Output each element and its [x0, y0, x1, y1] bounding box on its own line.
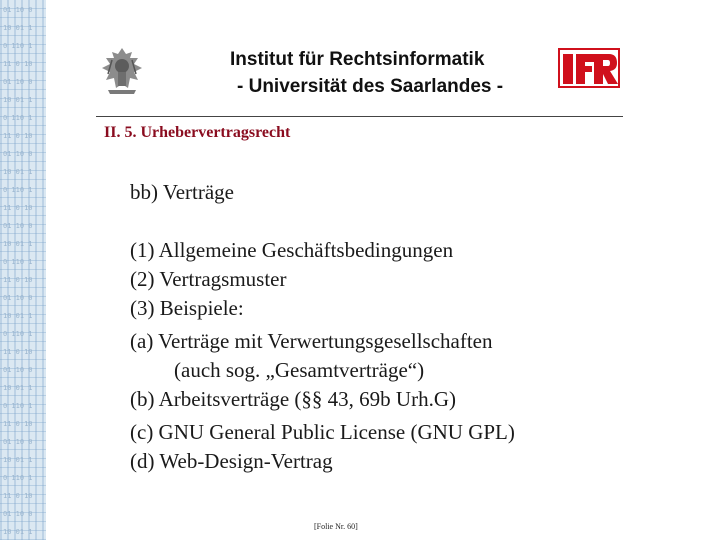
svg-text:01 10 0: 01 10 0	[3, 294, 33, 302]
svg-text:01 10 0: 01 10 0	[3, 366, 33, 374]
svg-text:10 01 1: 10 01 1	[3, 528, 33, 536]
svg-text:0 110 1: 0 110 1	[3, 186, 33, 194]
list-item: (1) Allgemeine Geschäftsbedingungen	[130, 238, 454, 262]
list-item-continuation: (auch sog. „Gesamtverträge“)	[174, 358, 425, 382]
svg-text:10 01 1: 10 01 1	[3, 96, 33, 104]
ifr-logo-icon	[557, 46, 621, 90]
subheading: bb) Verträge	[130, 180, 234, 204]
svg-text:01 10 0: 01 10 0	[3, 78, 33, 86]
institute-header	[230, 46, 520, 100]
list-item: (2) Vertragsmuster	[130, 267, 287, 291]
list-item: (c) GNU General Public License (GNU GPL)	[130, 420, 515, 444]
svg-text:01 10 0: 01 10 0	[3, 222, 33, 230]
svg-text:10 01 1: 10 01 1	[3, 456, 33, 464]
svg-text:01 10 0: 01 10 0	[3, 150, 33, 158]
svg-text:10 01 1: 10 01 1	[3, 384, 33, 392]
svg-text:0 110 1: 0 110 1	[3, 330, 33, 338]
university-name: - Universität des Saarlandes -	[237, 76, 504, 97]
section-title: II. 5. Urhebervertragsrecht	[104, 124, 291, 141]
list-item: (3) Beispiele:	[130, 296, 244, 320]
svg-text:0 110 1: 0 110 1	[3, 42, 33, 50]
svg-text:11 0 10: 11 0 10	[3, 492, 33, 500]
list-item: (d) Web-Design-Vertrag	[130, 449, 333, 473]
svg-text:0 110 1: 0 110 1	[3, 114, 33, 122]
svg-text:11 0 10: 11 0 10	[3, 420, 33, 428]
svg-text:01 10 0: 01 10 0	[3, 438, 33, 446]
content-list	[130, 236, 515, 476]
svg-text:10 01 1: 10 01 1	[3, 24, 33, 32]
svg-text:0 110 1: 0 110 1	[3, 474, 33, 482]
header-divider	[96, 116, 623, 117]
university-seal-icon	[98, 44, 146, 96]
svg-text:01 10 0: 01 10 0	[3, 6, 33, 14]
svg-text:10 01 1: 10 01 1	[3, 240, 33, 248]
list-item: (a) Verträge mit Verwertungsgesellschaften	[130, 329, 493, 353]
binary-pattern-icon	[0, 0, 46, 540]
svg-text:11 0 10: 11 0 10	[3, 204, 33, 212]
svg-text:0 110 1: 0 110 1	[3, 402, 33, 410]
svg-text:10 01 1: 10 01 1	[3, 312, 33, 320]
list-item: (b) Arbeitsverträge (§§ 43, 69b Urh.G)	[130, 387, 456, 411]
svg-text:11 0 10: 11 0 10	[3, 348, 33, 356]
svg-text:01 10 0: 01 10 0	[3, 510, 33, 518]
slide-number: [Folie Nr. 60]	[314, 522, 358, 531]
svg-text:0 110 1: 0 110 1	[3, 258, 33, 266]
svg-text:10 01 1: 10 01 1	[3, 168, 33, 176]
institute-name: Institut für Rechtsinformatik	[230, 49, 485, 70]
decorative-side-strip	[0, 0, 46, 540]
svg-text:11 0 10: 11 0 10	[3, 276, 33, 284]
svg-text:11 0 10: 11 0 10	[3, 60, 33, 68]
svg-text:11 0 10: 11 0 10	[3, 132, 33, 140]
